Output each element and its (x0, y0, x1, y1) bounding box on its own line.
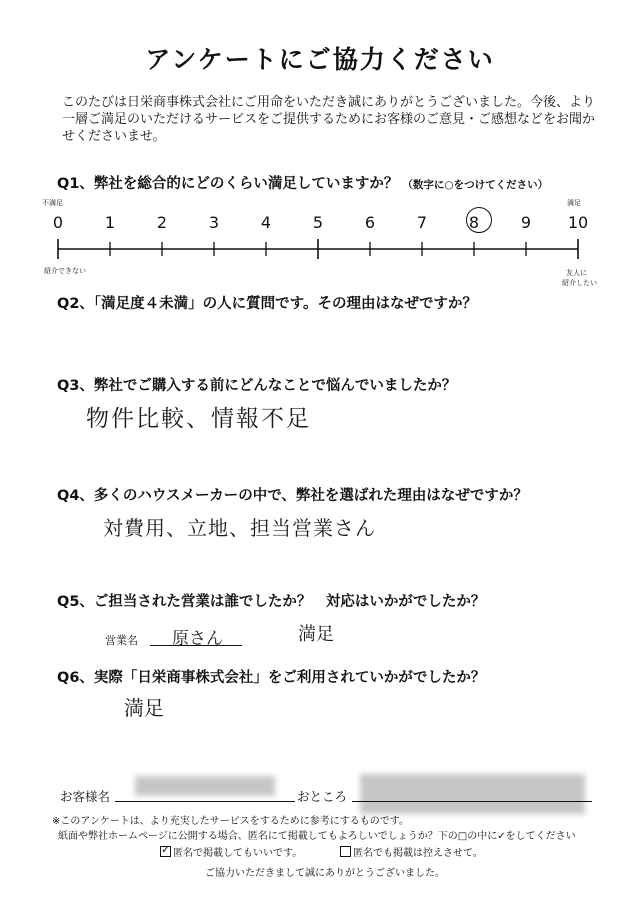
scale-8[interactable]: 8 (468, 213, 480, 232)
intro-text: このたびは日栄商事株式会社にご用命をいただき誠にありがとうございました。今後、より一層ご満足のいただけるサービスをご提供するためにお客様のご意見・ご感想などをお聞かせくださいませ。 (62, 95, 596, 144)
q1-note: （数字に○をつけてください） (402, 179, 549, 191)
scale-0[interactable]: 0 (52, 213, 64, 232)
scale-right-top-label: 満足 (567, 199, 581, 207)
q2-text: Q2、「満足度４未満」の人に質問です。その理由はなぜですか？ (57, 296, 478, 312)
anonymous-decline-checkbox[interactable] (340, 846, 351, 857)
q4-answer: 対費用、立地、担当営業さん (103, 516, 376, 540)
q4-text: Q4、多くのハウスメーカーの中で、弊社を選ばれた理由はなぜですか？ (57, 488, 528, 504)
footer-note-2: 紙面や弊社ホームページに公開する場合、匿名にて掲載してもよろしいでしょうか？下の□の中に✓をしてください (58, 831, 576, 842)
q6-answer: 満足 (124, 696, 164, 720)
q5-text: Q5、ご担当された営業は誰でしたか？ 対応はいかがでしたか？ (57, 594, 486, 610)
scale-line (0, 0, 640, 270)
scale-4[interactable]: 4 (260, 213, 272, 232)
address-label: おところ (297, 789, 348, 804)
q1-text: Q1、弊社を総合的にどのくらい満足していますか？ (57, 176, 399, 192)
scale-left-top-label: 不満足 (42, 199, 63, 207)
anonymous-ok-label: 匿名で掲載してもいいです。 (173, 848, 303, 859)
customer-name-redacted (135, 776, 275, 796)
survey-title: アンケートにご協力ください (145, 45, 495, 74)
checkmark-icon: ✓ (161, 843, 171, 856)
scale-9[interactable]: 9 (520, 213, 532, 232)
anonymous-ok-option[interactable] (160, 843, 303, 862)
thanks-text: ご協力いただきまして誠にありがとうございました。 (205, 868, 445, 879)
q5-answer: 満足 (298, 624, 334, 645)
scale-1[interactable]: 1 (104, 213, 116, 232)
scale-right-bottom-label-2: 紹介したい (562, 279, 597, 287)
address-redacted (360, 774, 585, 814)
sales-rep-name: 原さん (172, 629, 223, 649)
q3-answer: 物件比較、情報不足 (86, 406, 311, 432)
sales-rep-underline (150, 645, 242, 646)
scale-7[interactable]: 7 (416, 213, 428, 232)
scale-right-bottom-label-1: 友人に (566, 269, 587, 277)
customer-name-line (115, 801, 295, 802)
q6-text: Q6、実際「日栄商事株式会社」をご利用されていかがでしたか？ (57, 670, 486, 686)
q3-text: Q3、弊社でご購入する前にどんなことで悩んでいましたか？ (57, 378, 457, 394)
scale-5[interactable]: 5 (312, 213, 324, 232)
footer-note-1: ※このアンケートは、より充実したサービスをするために参考にするものです。 (52, 816, 409, 827)
scale-6[interactable]: 6 (364, 213, 376, 232)
scale-3[interactable]: 3 (208, 213, 220, 232)
customer-name-label: お客様名 (60, 789, 111, 804)
scale-left-bottom-label: 紹介できない (44, 267, 86, 275)
anonymous-decline-option[interactable] (340, 846, 483, 862)
anonymous-ok-checkbox[interactable] (160, 843, 171, 857)
anonymous-decline-label: 匿名でも掲載は控えさせて。 (353, 848, 483, 859)
address-line (352, 801, 592, 802)
scale-10[interactable]: 10 (567, 213, 589, 232)
scale-2[interactable]: 2 (156, 213, 168, 232)
sales-rep-label: 営業名 (105, 634, 138, 647)
